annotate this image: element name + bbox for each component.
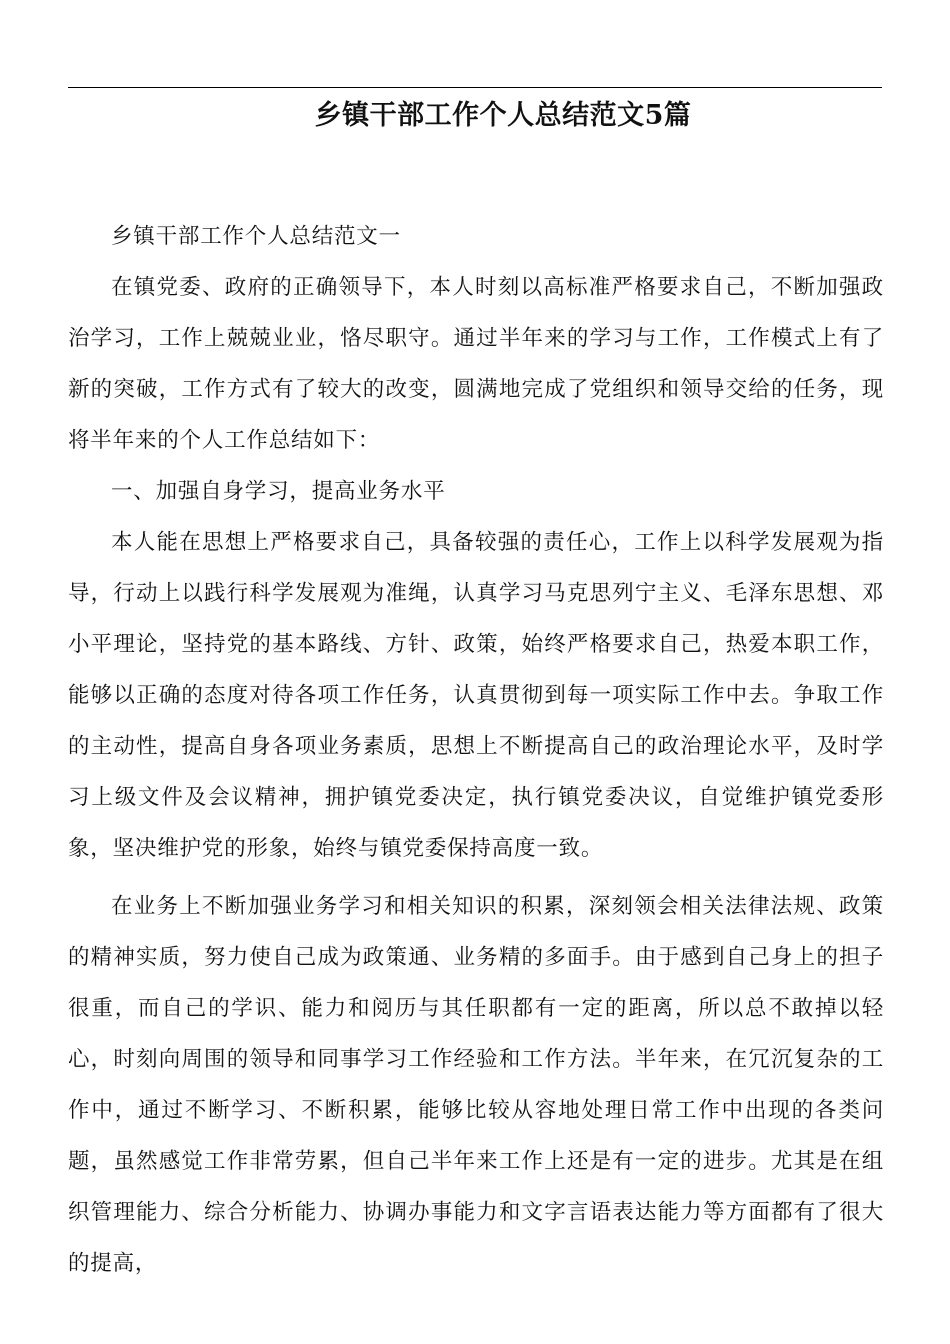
intro-paragraph: 在镇党委、政府的正确领导下，本人时刻以高标准严格要求自己，不断加强政治学习，工作上兢兢业业，恪尽职守。通过半年来的学习与工作，工作模式上有了新的突破，工作方式有了较大的改变，圆满地完成了党组织和领导交给的任务，现将半年来的个人工作总结如下：: [68, 275, 884, 453]
header-rule: [68, 87, 882, 88]
document-title: 乡镇干部工作个人总结范文5篇: [314, 100, 692, 131]
section-heading-1: 乡镇干部工作个人总结范文一: [111, 224, 401, 249]
subsection-heading-1: 一、加强自身学习，提高业务水平: [111, 479, 446, 504]
body-paragraph-1: 本人能在思想上严格要求自己，具备较强的责任心，工作上以科学发展观为指导，行动上以践行科学发展观为准绳，认真学习马克思列宁主义、毛泽东思想、邓小平理论，坚持党的基本路线、方针、政策，始终严格要求自己，热爱本职工作，能够以正确的态度对待各项工作任务，认真贯彻到每一项实际工作中去。争取工作的主动性，提高自身各项业务素质，思想上不断提高自己的政治理论水平，及时学习上级文件及会议精神，拥护镇党委决定，执行镇党委决议，自觉维护镇党委形象，坚决维护党的形象，始终与镇党委保持高度一致。: [68, 530, 884, 861]
document-body: [68, 211, 884, 1289]
body-paragraph-2: 在业务上不断加强业务学习和相关知识的积累，深刻领会相关法律法规、政策的精神实质，努力使自己成为政策通、业务精的多面手。由于感到自己身上的担子很重，而自己的学识、能力和阅历与其任职都有一定的距离，所以总不敢掉以轻心，时刻向周围的领导和同事学习工作经验和工作方法。半年来，在冗沉复杂的工作中，通过不断学习、不断积累，能够比较从容地处理日常工作中出现的各类问题，虽然感觉工作非常劳累，但自己半年来工作上还是有一定的进步。尤其是在组织管理能力、综合分析能力、协调办事能力和文字言语表达能力等方面都有了很大的提高，: [68, 894, 884, 1276]
